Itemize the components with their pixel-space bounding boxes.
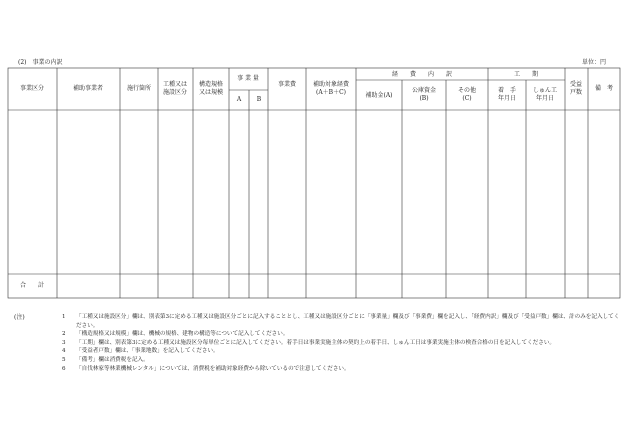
header-koko-shikin-line1: 公庫資金 — [411, 87, 437, 94]
header-hojo-jigyosha: 補助事業者 — [72, 85, 104, 92]
note-text: 「工種又は施設区分」欄は、別表第3に定める工種又は施設区分ごとに記入することとし、工種又は施設区分ごとに「事業量」欄及び「事業費」欄を記入し、「経費内訳」欄及び「受益戸数」欄は、計のみを記入してください。 — [76, 314, 620, 329]
note-text: 「構造規格又は規模」欄は、機械の規格、建物の構造等について記入してください。 — [76, 331, 289, 338]
header-taisho-keihi-line2: (A＋B＋C) — [315, 89, 347, 96]
note-item — [62, 347, 622, 356]
note-item — [62, 330, 622, 339]
header-hojokin: 補助金(A) — [365, 92, 393, 99]
note-text: 「備考」欄は消費税を記入。 — [76, 356, 149, 363]
header-b: B — [256, 96, 262, 103]
header-chakushu-line2: 年月日 — [497, 95, 517, 102]
notes-label: (注) — [14, 314, 25, 321]
note-text: 「受益者戸数」欄は、「事業地数」を記入してください。 — [76, 348, 219, 355]
note-item — [62, 313, 622, 330]
header-shunko-line1: しゅん工 — [532, 87, 558, 94]
header-jigyohi: 事業費 — [277, 81, 297, 88]
header-chakushu-line1: 着 手 — [497, 87, 517, 94]
header-jigyoryo: 事 業 量 — [237, 75, 259, 82]
header-kozo — [199, 81, 223, 97]
header-juekikosu-line2: 戸数 — [569, 89, 583, 96]
header-kozo-line2: 又は規模 — [198, 89, 224, 96]
note-number: 6 — [62, 365, 66, 372]
note-number: 3 — [62, 339, 66, 346]
header-juekikosu-line1: 受益 — [569, 81, 583, 88]
note-number: 1 — [62, 314, 66, 320]
note-item — [62, 339, 622, 348]
header-koko-shikin-line2: (B) — [419, 95, 429, 102]
section-title: (2) 事業の内訳 — [18, 59, 63, 66]
header-koshu-line1: 工種又は — [162, 81, 188, 88]
unit-label: 単位：円 — [582, 59, 607, 66]
header-shunko-line2: 年月日 — [535, 95, 555, 102]
header-biko: 備 考 — [594, 85, 614, 92]
header-koko-shikin — [412, 87, 436, 103]
header-koshu — [163, 81, 187, 97]
note-text: 「工期」欄は、別表第3に定める工種又は施設区分毎単位ごとに記入してください。着手日は事業実施主体の契約上の着手日、しゅん工日は事業実施主体の検査合格の日を記入してください。 — [76, 339, 556, 346]
note-number: 2 — [62, 331, 66, 338]
header-koki: 工 期 — [513, 71, 539, 78]
header-shunko — [533, 87, 557, 103]
header-jigyo-kubun: 事業区分 — [19, 85, 45, 92]
header-sonota-line1: その他 — [457, 87, 477, 94]
note-item — [62, 356, 622, 365]
header-koshu-line2: 施設区分 — [162, 89, 188, 96]
note-item — [62, 365, 622, 374]
header-taisho-keihi-line1: 補助対象経費 — [312, 81, 350, 88]
note-text: 「自伐林家等林業機械レンタル」については、消費税を補助対象経費から除いているので注意してください。 — [76, 365, 350, 372]
header-sonota — [458, 87, 476, 103]
header-taisho-keihi — [313, 81, 349, 97]
header-sonota-line2: (C) — [462, 95, 472, 102]
note-number: 4 — [62, 348, 66, 355]
header-keihi-uchiwake: 経 費 内 訳 — [391, 71, 453, 78]
notes-list — [62, 313, 622, 373]
note-number: 5 — [62, 356, 66, 363]
header-seko-kasho: 施行箇所 — [126, 85, 152, 92]
header-kozo-line1: 構造規格 — [198, 81, 224, 88]
header-a: A — [236, 96, 242, 103]
header-chakushu — [498, 87, 516, 103]
total-label: 合 計 — [19, 282, 45, 289]
header-juekikosu — [570, 81, 582, 97]
